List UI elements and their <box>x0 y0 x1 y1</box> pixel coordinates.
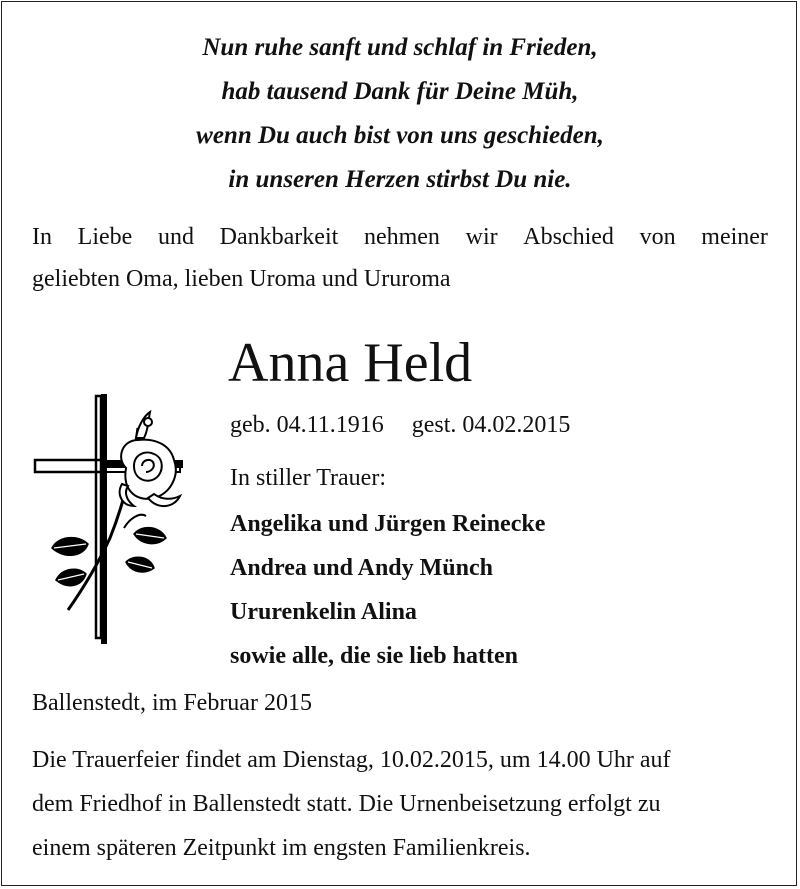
intro-line-2: geliebten Oma, lieben Uroma und Ururoma <box>32 266 451 292</box>
intro-word: und <box>157 224 194 250</box>
mourner-name: Andrea und Andy Münch <box>230 555 493 581</box>
mourner-name: sowie alle, die sie lieb hatten <box>230 643 518 669</box>
intro-word: Abschied <box>523 224 614 250</box>
intro-word: von <box>639 224 676 250</box>
poem-line: hab tausend Dank für Deine Müh, <box>221 78 579 105</box>
intro-word: wir <box>465 224 498 250</box>
poem-line: wenn Du auch bist von uns geschieden, <box>196 122 604 149</box>
rose-icon <box>120 412 180 506</box>
intro-word: Liebe <box>77 224 133 250</box>
deceased-name: Anna Held <box>228 332 473 394</box>
place-date: Ballenstedt, im Februar 2015 <box>32 690 312 716</box>
intro-word: In <box>32 224 52 250</box>
intro-word: meiner <box>701 224 768 250</box>
poem-line: Nun ruhe sanft und schlaf in Frieden, <box>202 34 598 61</box>
intro-word: Dankbarkeit <box>219 224 339 250</box>
poem-line: in unseren Herzen stirbst Du nie. <box>228 166 572 193</box>
leaf-icon <box>52 528 166 586</box>
intro-text <box>32 216 768 300</box>
ceremony-line: Die Trauerfeier findet am Dienstag, 10.02.2015, um 14.00 Uhr auf <box>32 747 671 773</box>
mourner-name: Ururenkelin Alina <box>230 599 417 625</box>
intro-line-1 <box>32 216 768 258</box>
mourners-label: In stiller Trauer: <box>230 465 386 491</box>
birth-date: geb. 04.11.1916 <box>230 412 384 438</box>
cross-shape <box>35 394 183 644</box>
intro-word: nehmen <box>363 224 440 250</box>
death-date: gest. 04.02.2015 <box>411 412 571 438</box>
poem <box>0 26 800 202</box>
mourners-list <box>230 502 545 678</box>
mourner-name: Angelika und Jürgen Reinecke <box>230 511 546 537</box>
cross-with-rose-icon <box>30 388 190 650</box>
ceremony-note <box>32 738 780 870</box>
life-dates <box>230 408 570 442</box>
ceremony-line: einem späteren Zeitpunkt im engsten Familienkreis. <box>32 835 531 861</box>
ceremony-line: dem Friedhof in Ballenstedt statt. Die Urnenbeisetzung erfolgt zu <box>32 791 661 817</box>
